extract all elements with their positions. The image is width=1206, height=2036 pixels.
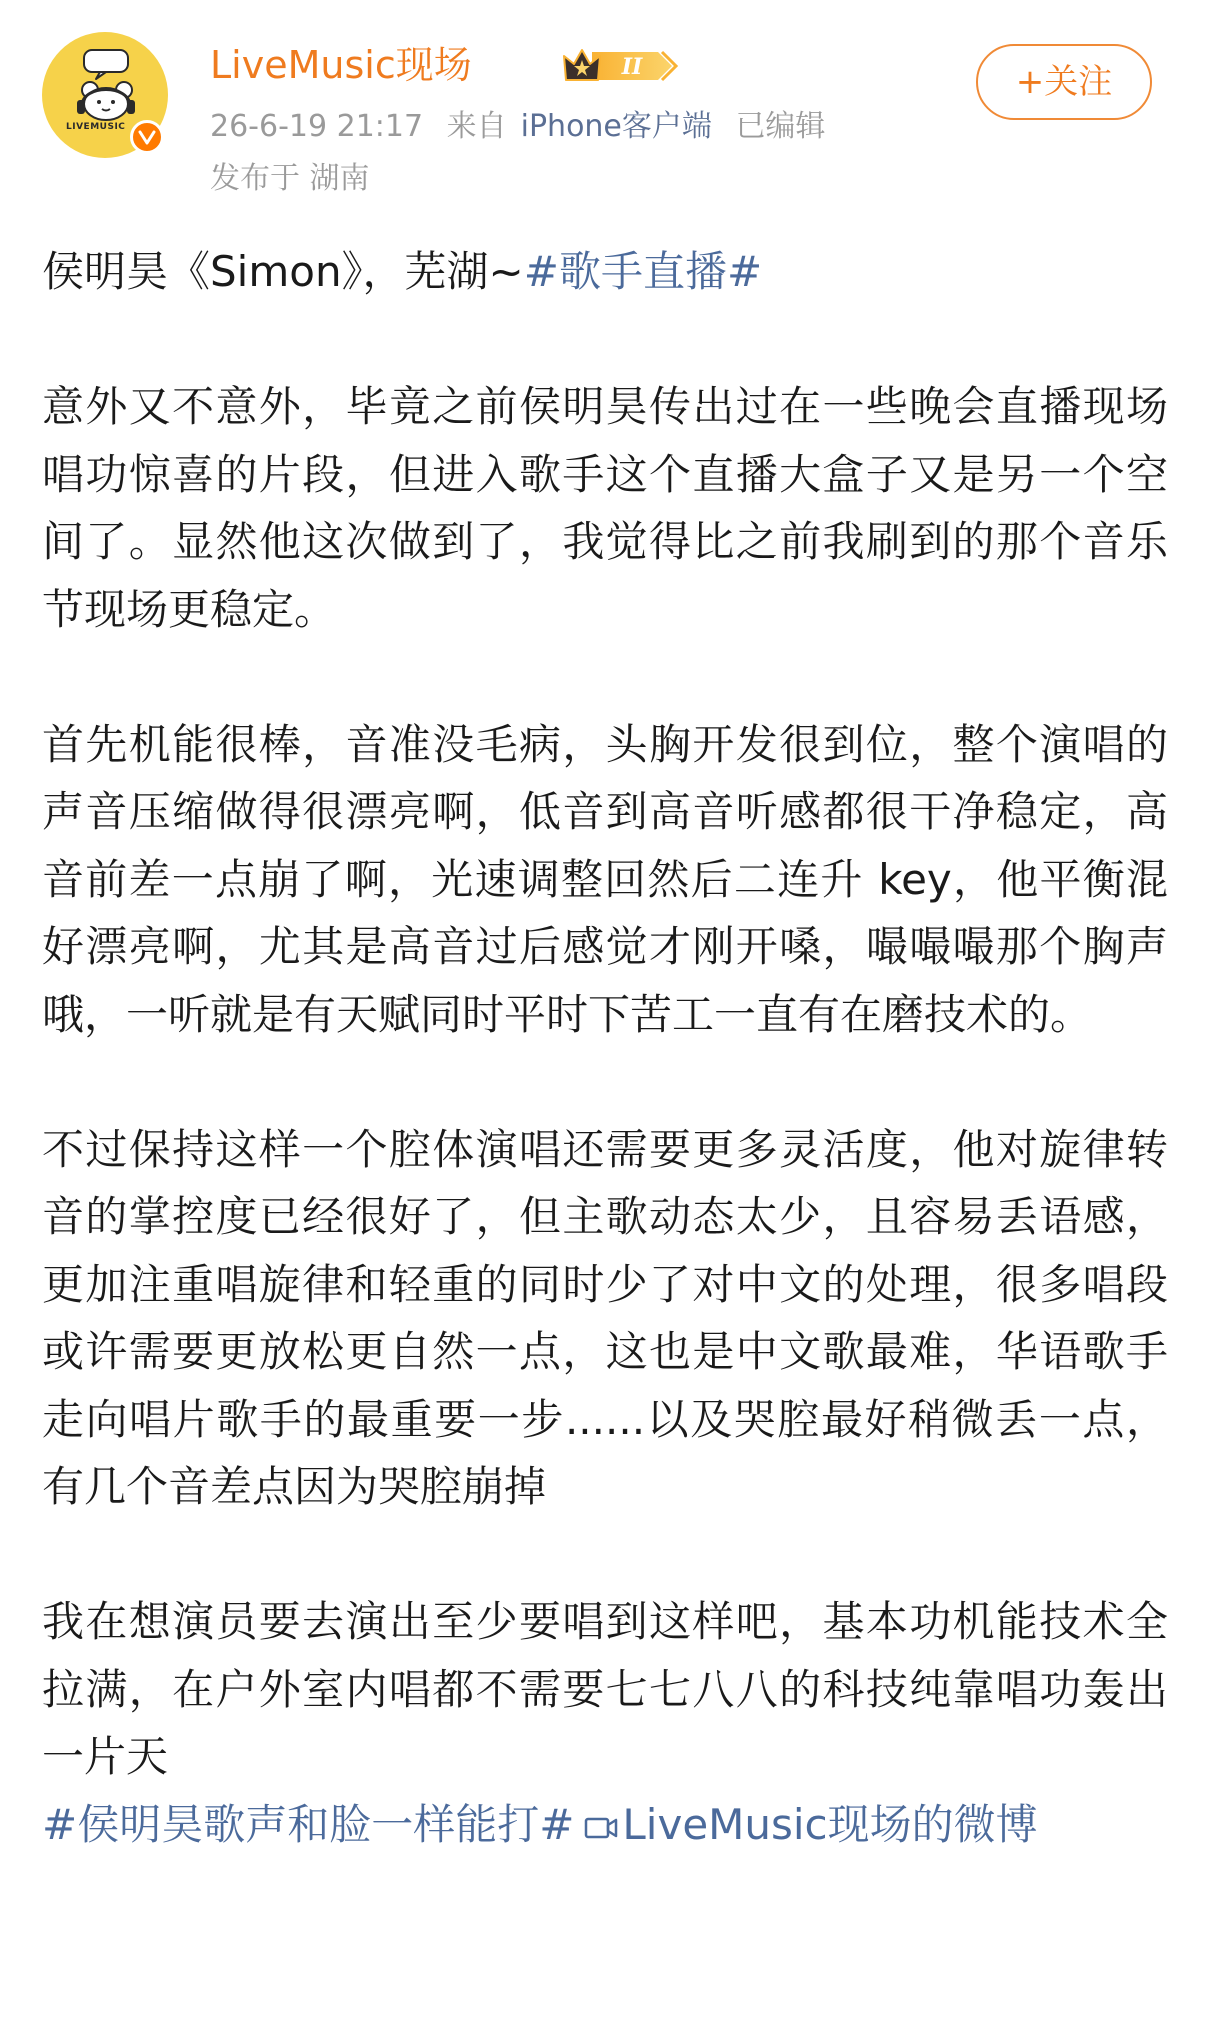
post-timestamp: 26-6-19 21:17 bbox=[210, 109, 424, 144]
avatar-brand-text: LIVEMUSIC bbox=[66, 122, 126, 132]
post-source bbox=[447, 109, 712, 144]
edited-label[interactable]: 已编辑 bbox=[735, 109, 826, 144]
paragraph-1 bbox=[42, 238, 1168, 306]
post-footer-links bbox=[42, 1791, 1168, 1859]
verified-badge bbox=[130, 120, 164, 154]
post-body bbox=[42, 238, 1168, 1858]
verified-v-icon bbox=[138, 129, 156, 145]
post-meta bbox=[210, 106, 825, 148]
topic-link-singer-live[interactable]: #歌手直播# bbox=[523, 247, 763, 296]
avatar[interactable] bbox=[42, 32, 168, 158]
source-app-link[interactable]: iPhone客户端 bbox=[520, 109, 712, 144]
paragraph-5: 我在想演员要去演出至少要唱到这样吧，基本功机能技术全拉满，在户外室内唱都不需要七七八八的科技纯靠唱功轰出一片天 bbox=[42, 1597, 1168, 1781]
paragraph-4: 不过保持这样一个腔体演唱还需要更多灵活度，他对旋律转音的掌控度已经很好了，但主歌动态太少，且容易丢语感，更加注重唱旋律和轻重的同时少了对中文的处理，很多唱段或许需要更放松更自然一点，这也是中文歌最难，华语歌手走向唱片歌手的最重要一步......以及哭腔最好稍微丢一点，有几个音差点因为哭腔崩掉 bbox=[42, 1124, 1168, 1511]
video-camera-icon bbox=[584, 1813, 618, 1843]
paragraph-1-text: 侯明昊《Simon》，芜湖~ bbox=[42, 247, 524, 296]
paragraph-2: 意外又不意外，毕竟之前侯明昊传出过在一些晚会直播现场唱功惊喜的片段，但进入歌手这个直播大盒子又是另一个空间了。显然他这次做到了，我觉得比之前我刷到的那个音乐节现场更稳定。 bbox=[42, 382, 1168, 634]
level-badge-text: II bbox=[621, 54, 643, 80]
weibo-video-link[interactable]: LiveMusic现场的微博 bbox=[622, 1799, 1038, 1849]
source-prefix: 来自 bbox=[446, 109, 507, 144]
post-header bbox=[42, 30, 1164, 210]
post-location: 发布于 湖南 bbox=[210, 161, 370, 196]
paragraph-3: 首先机能很棒，音准没毛病，头胸开发很到位，整个演唱的声音压缩做得很漂亮啊，低音到高音听感都很干净稳定，高音前差一点崩了啊，光速调整回然后二连升 key，他平衡混好漂亮啊，尤其是高音过后感觉才刚开嗓，嘬嘬嘬那个胸声哦，一听就是有天赋同时平时下苦工一直有在磨技术的。 bbox=[42, 719, 1168, 1039]
topic-link-hou-minghao[interactable]: #侯明昊歌声和脸一样能打# bbox=[42, 1799, 575, 1849]
follow-button[interactable]: +关注 bbox=[976, 44, 1152, 120]
author-name[interactable]: LiveMusic现场 bbox=[210, 43, 472, 87]
crown-level-badge-icon[interactable] bbox=[562, 46, 680, 86]
